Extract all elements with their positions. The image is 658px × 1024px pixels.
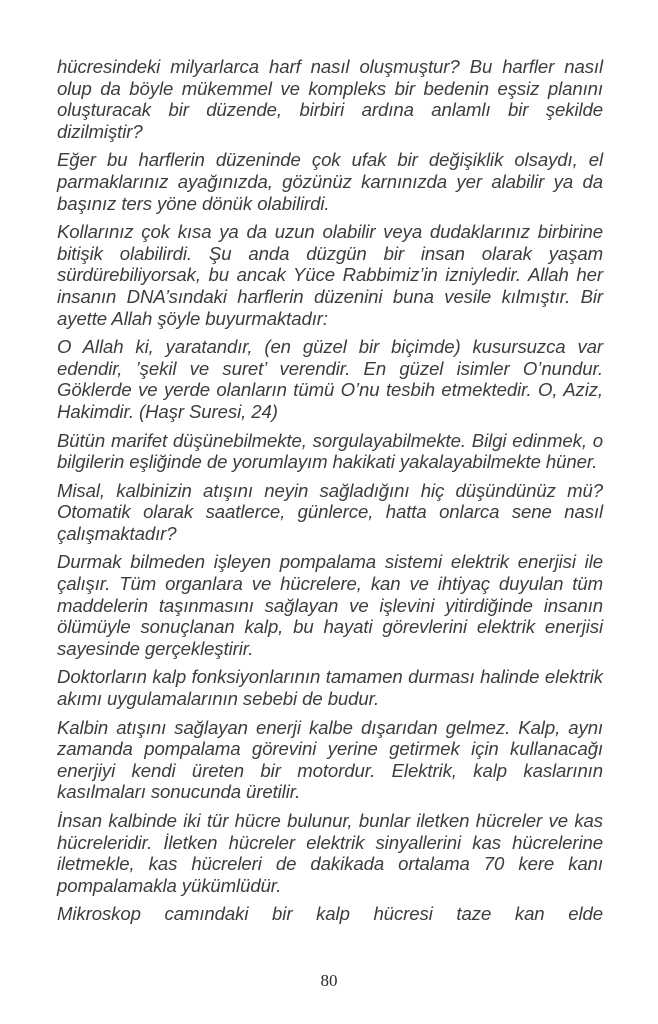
page-number: 80 — [320, 971, 338, 990]
paragraph-5: Bütün marifet düşünebilmekte, sorgulayabilmekte. Bilgi edinmek, o bilgilerin eşliğinde de yorumlayım hakikati yakalayabilmekte hüner. — [57, 429, 603, 473]
body-text — [57, 56, 603, 932]
paragraph-7: Durmak bilmeden işleyen pompalama sistemi elektrik enerjisi ile çalışır. Tüm organlara ve hücrelere, kan ve ihtiyaç duyulan tüm maddelerin taşınmasını sağlayan ve işlevini yitirdiğinde insanın ölümüyle sonuçlanan kalp, bu hayati görevlerini elektrik enerjisi sayesinde gerçekleştirir. — [57, 551, 603, 659]
paragraph-3: Kollarınız çok kısa ya da uzun olabilir veya dudaklarınız birbirine bitişik olabilirdi. Şu anda düzgün bir insan olarak yaşam sürdürebiliyorsak, bu ancak Yüce Rabbimiz’in izniyledir. Allah her insanın DNA’sındaki harflerin düzenini buna vesile kılmıştır. Bir ayette Allah şöyle buyurmaktadır: — [57, 221, 603, 329]
paragraph-6: Misal, kalbinizin atışını neyin sağladığını hiç düşündünüz mü? Otomatik olarak saatlerce, günlerce, hatta onlarca sene nasıl çalışmaktadır? — [57, 479, 603, 544]
paragraph-1: hücresindeki milyarlarca harf nasıl oluşmuştur? Bu harfler nasıl olup da böyle mükemmel ve kompleks bir bedenin eşsiz planını oluşturacak bir düzende, birbiri ardına anlamlı bir şekilde dizilmiştir? — [57, 56, 603, 142]
paragraph-10: İnsan kalbinde iki tür hücre bulunur, bunlar iletken hücreler ve kas hücreleridir. İletken hücreler elektrik sinyallerini kas hücrelerine iletmekle, kas hücreleri de dakikada ortalama 70 kere kanı pompalamakla yükümlüdür. — [57, 810, 603, 896]
paragraph-11: Mikroskop camındaki bir kalp hücresi taze kan elde — [57, 903, 603, 925]
paragraph-9: Kalbin atışını sağlayan enerji kalbe dışarıdan gelmez. Kalp, aynı zamanda pompalama görevini yerine getirmek için kullanacağı enerjiyi kendi üreten bir motordur. Elektrik, kalp kaslarının kasılmaları sonucunda üretilir. — [57, 716, 603, 803]
paragraph-8: Doktorların kalp fonksiyonlarının tamamen durması halinde elektrik akımı uygulamalarının sebebi de budur. — [57, 666, 603, 710]
paragraph-2: Eğer bu harflerin düzeninde çok ufak bir değişiklik olsaydı, el parmaklarınız ayağınızda, gözünüz karnınızda yer alabilir ya da başınız ters yöne dönük olabilirdi. — [57, 149, 603, 214]
paragraph-4-quote: O Allah ki, yaratandır, (en güzel bir biçimde) kusursuzca var edendir, ’şekil ve suret’ verendir. En güzel isimler O’nundur. Göklerde ve yerde olanların tümü O’nu tesbih etmektedir. O, Aziz, Hakimdir. (Haşr Suresi, 24) — [57, 336, 603, 422]
